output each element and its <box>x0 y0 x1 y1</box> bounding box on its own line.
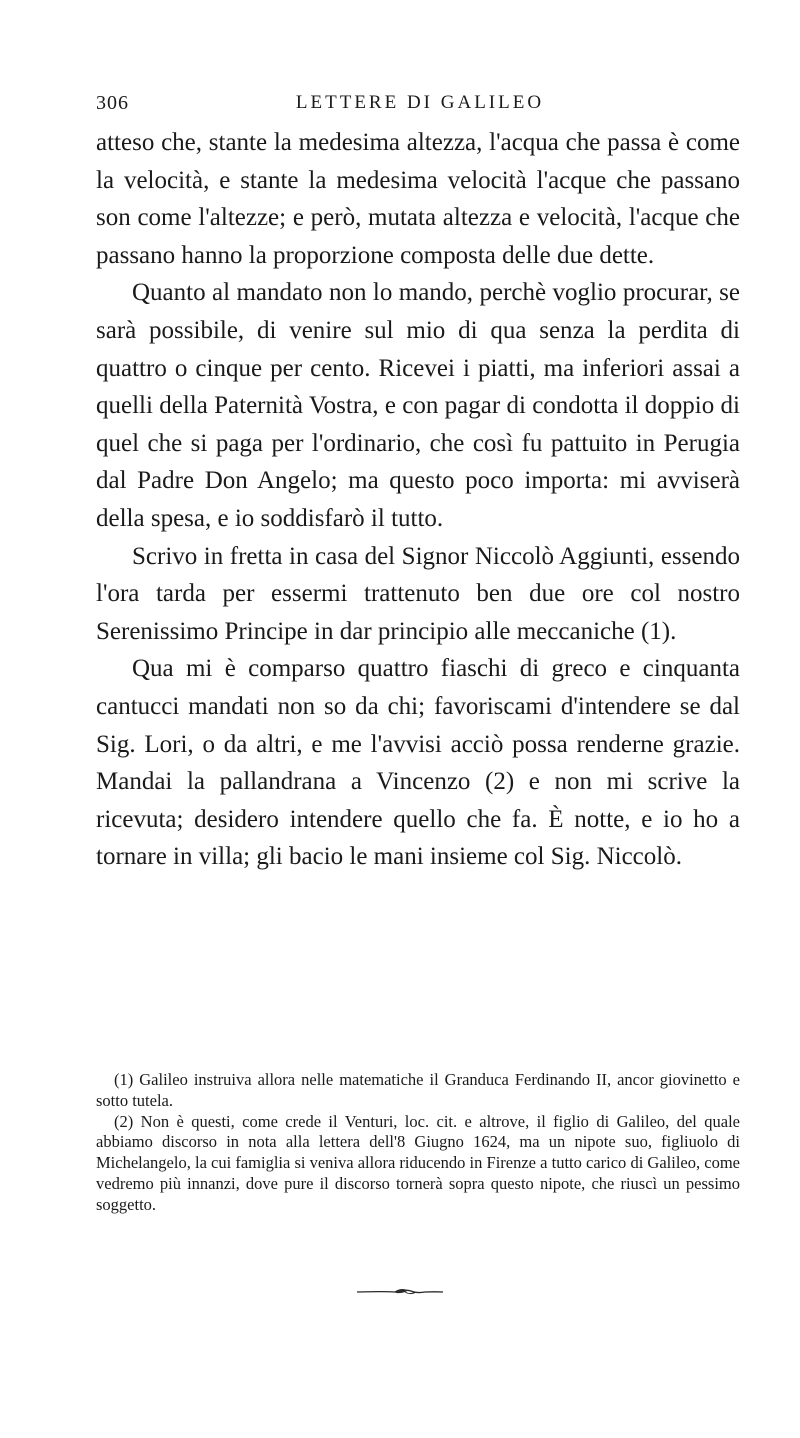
paragraph-scrivo: Scrivo in fretta in casa del Signor Niccolò Aggiunti, essendo l'ora tarda per essermi trattenuto ben due ore col nostro Serenissimo Principe in dar principio alle meccaniche (1). <box>96 542 740 645</box>
footnotes <box>96 1070 740 1216</box>
page-number: 306 <box>96 92 129 114</box>
running-head <box>96 92 744 122</box>
running-title: LETTERE DI GALILEO <box>295 92 545 113</box>
paragraph-qua: Qua mi è comparso quattro fiaschi di greco e cinquanta cantucci mandati non so da chi; favoriscami d'intendere se dal Sig. Lori, o da altri, e me l'avvisi acciò possa renderne grazie. Mandai la pallandrana a Vincenzo (2) e non mi scrive la ricevuta; desidero intendere quello che fa. È notte, e io ho a tornare in villa; gli bacio le mani insieme col Sig. Niccolò. <box>96 655 740 871</box>
footnote-1: (1) Galileo instruiva allora nelle matematiche il Granduca Ferdinando II, ancor giovinetto e sotto tutela. <box>96 1070 740 1110</box>
paragraph-continued: atteso che, stante la medesima altezza, l'acqua che passa è come la velocità, e stante la medesima velocità l'acque che passano son come l'altezze; e però, mutata altezza e velocità, l'acque che passano hanno la proporzione composta delle due dette. <box>96 129 740 269</box>
footnote-2: (2) Non è questi, come crede il Venturi, loc. cit. e altrove, il figlio di Galileo, del quale abbiamo discorso in nota alla lettera dell'8 Giugno 1624, ma un nipote suo, figliuolo di Michelangelo, la cui famiglia si veniva allora riducendo in Firenze a tutto carico di Galileo, come vedremo più innanzi, dove pure il discorso tornerà sopra questo nipote, che riuscì un pessimo soggetto. <box>96 1111 740 1214</box>
paragraph-mandato: Quanto al mandato non lo mando, perchè voglio procurar, se sarà possibile, di venire sul mio di qua senza la perdita di quattro o cinque per cento. Ricevei i piatti, ma inferiori assai a quelli della Paternità Vostra, e con pagar di condotta il doppio di quel che si paga per l'ordinario, che così fu pattuito in Perugia dal Padre Don Angelo; ma questo poco importa: mi avviserà della spesa, e io soddisfarò il tutto. <box>96 279 740 532</box>
end-ornament-icon <box>0 1284 800 1302</box>
letter-body <box>96 124 740 876</box>
